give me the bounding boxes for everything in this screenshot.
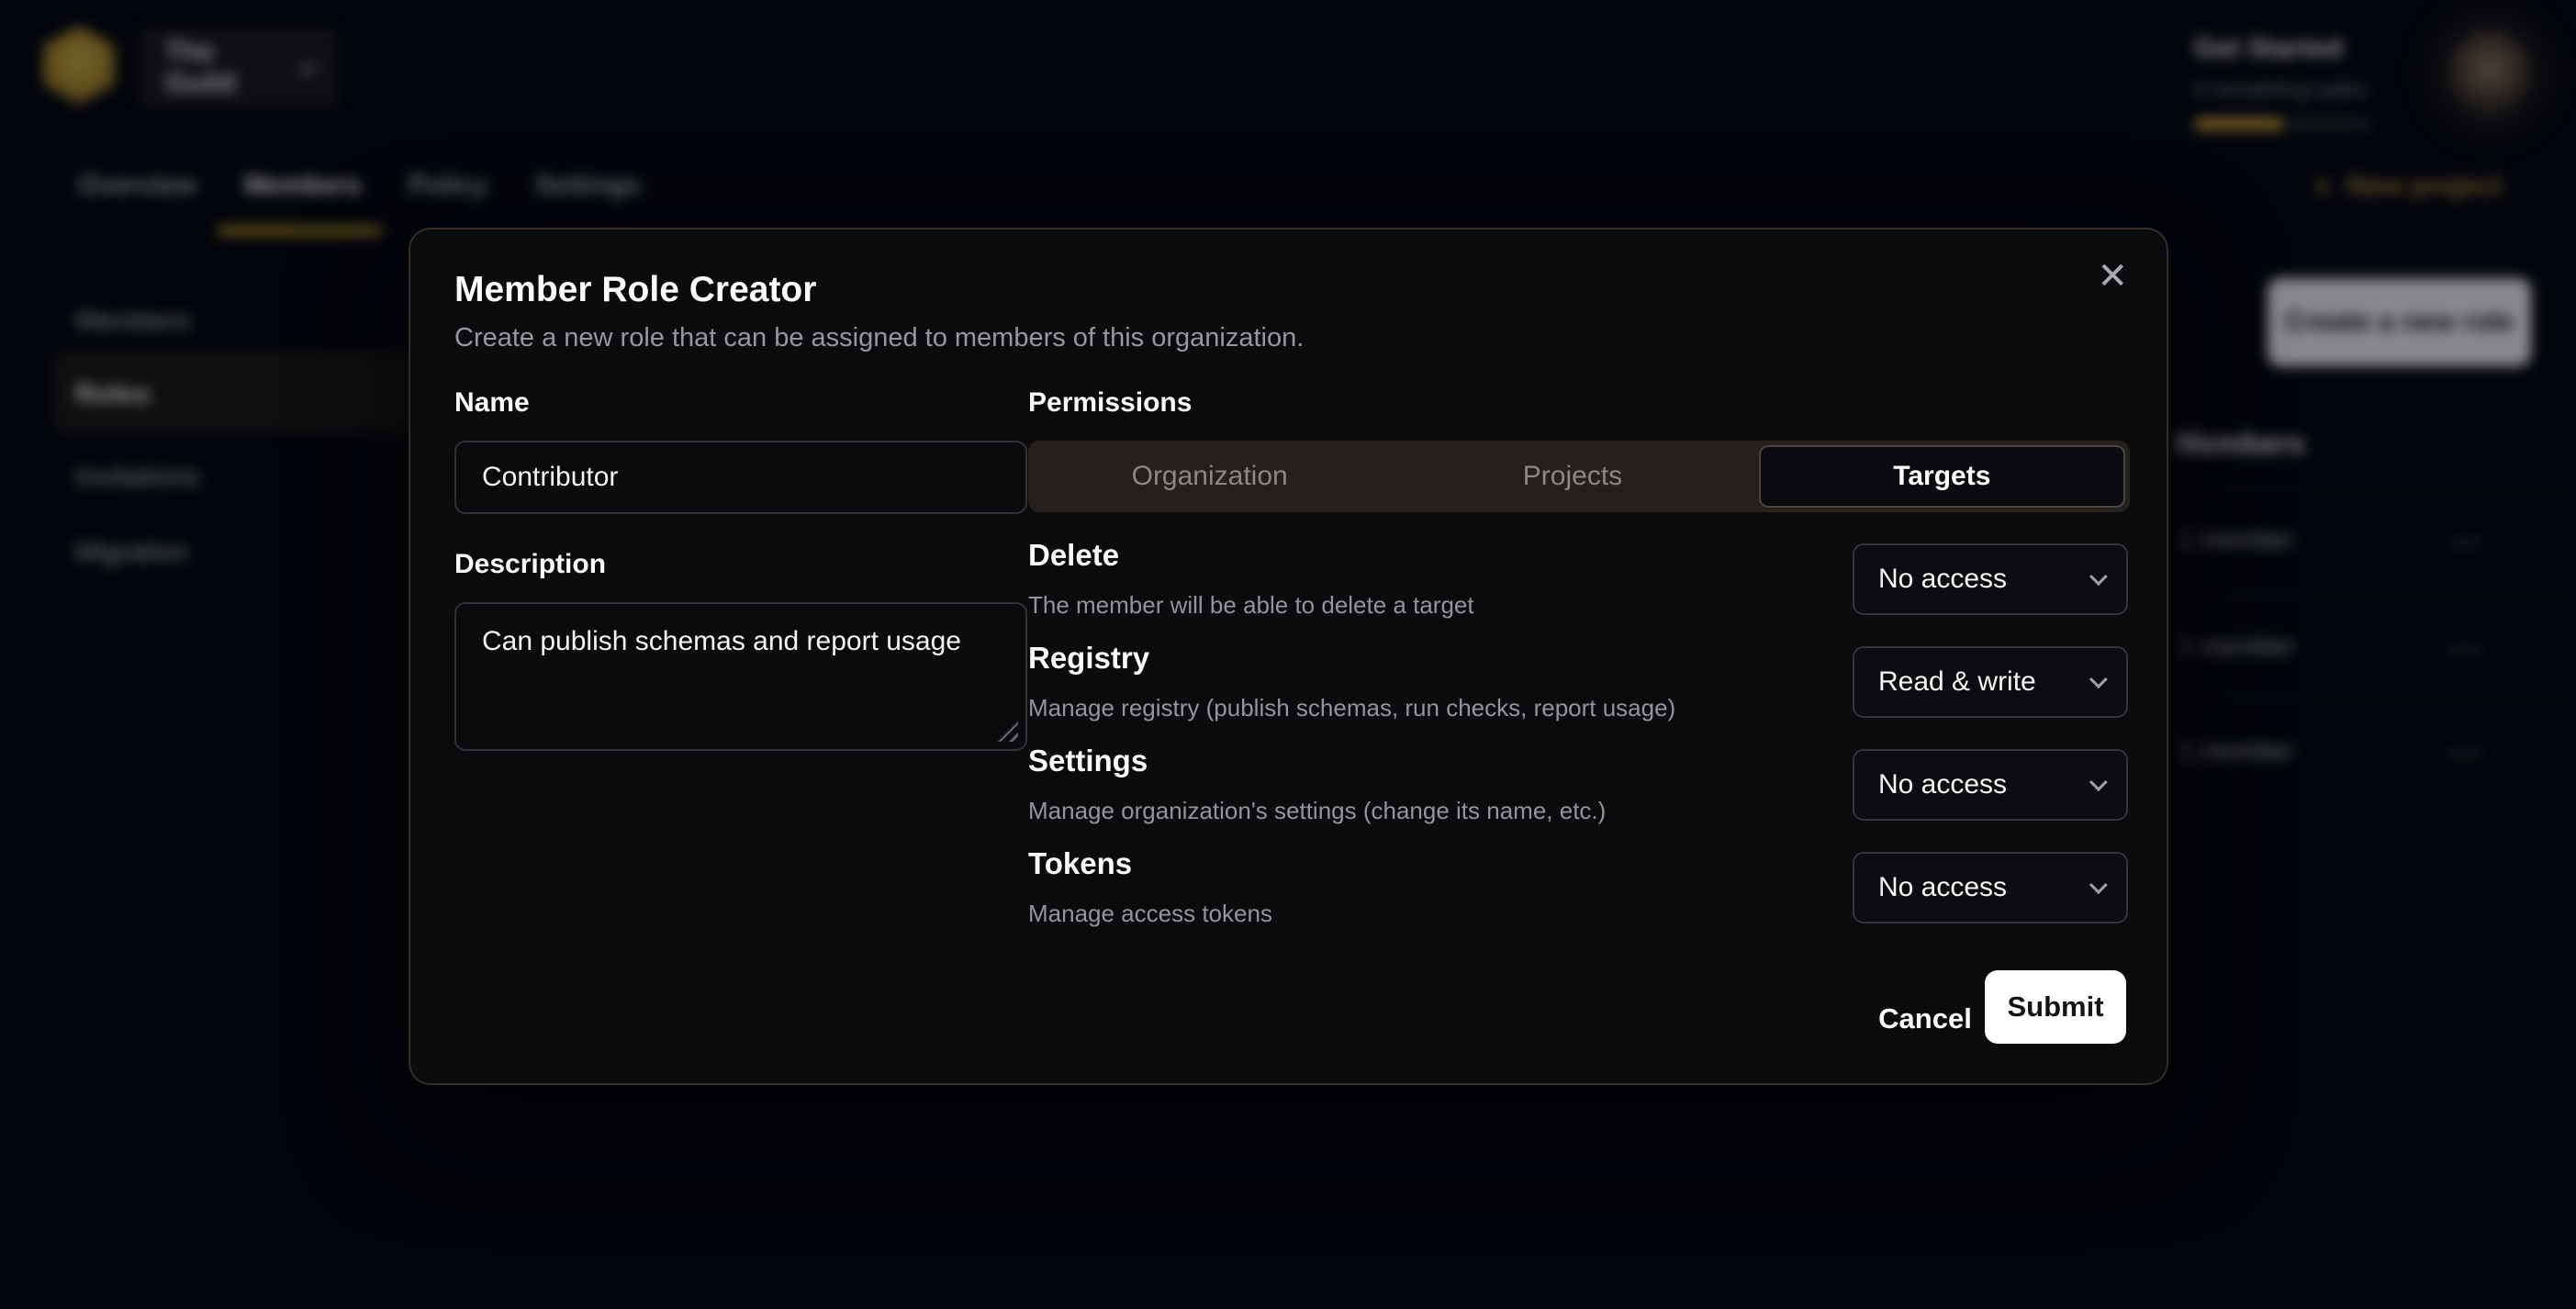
tab-overview[interactable]: Overview <box>78 171 196 200</box>
member-row-menu-icon[interactable]: ••• <box>2449 531 2484 555</box>
perm-settings-description: Manage organization's settings (change its name, etc.) <box>1028 797 1607 824</box>
member-row[interactable]: 1 member <box>2178 525 2295 554</box>
perm-tokens-select[interactable] <box>1853 852 2128 923</box>
permissions-tab-targets[interactable]: Targets <box>1759 445 2125 508</box>
chevron-down-icon <box>2089 567 2108 586</box>
plus-icon: + <box>2313 169 2332 204</box>
close-icon[interactable]: ✕ <box>2097 256 2128 296</box>
create-new-role-button[interactable]: Create a new role <box>2268 278 2531 366</box>
sidebar-item-migration[interactable]: Migration <box>75 537 189 567</box>
member-role-creator-dialog <box>409 228 2168 1085</box>
member-row[interactable]: 1 member <box>2178 736 2295 765</box>
name-input[interactable]: Contributor <box>454 441 1027 514</box>
perm-delete-title: Delete <box>1028 538 1120 572</box>
dialog-subtitle: Create a new role that can be assigned to members of this organization. <box>454 323 1305 352</box>
sidebar-item-invitations[interactable]: Invitations <box>75 462 200 492</box>
perm-registry-select[interactable] <box>1853 646 2128 718</box>
tab-settings[interactable]: Settings <box>534 171 641 200</box>
dialog-title: Member Role Creator <box>454 270 817 309</box>
members-list-header: Members <box>2176 427 2305 460</box>
perm-settings-select[interactable] <box>1853 749 2128 821</box>
name-label: Name <box>454 387 530 418</box>
description-value: Can publish schemas and report usage <box>482 626 961 656</box>
description-label: Description <box>454 549 607 579</box>
description-textarea[interactable] <box>454 602 1027 751</box>
member-row[interactable]: 1 member <box>2178 632 2295 660</box>
perm-delete-select[interactable] <box>1853 543 2128 615</box>
tab-members[interactable]: Members <box>243 171 362 200</box>
member-row-menu-icon[interactable]: ••• <box>2449 742 2484 766</box>
perm-settings-title: Settings <box>1028 744 1148 778</box>
org-name: The Guild <box>165 37 236 98</box>
chevron-down-icon <box>2089 876 2108 894</box>
perm-settings-value: No access <box>1878 769 2008 800</box>
perm-delete-value: No access <box>1878 564 2008 594</box>
permissions-tabs <box>1028 441 2130 512</box>
resize-grip-icon[interactable] <box>998 722 1018 742</box>
perm-registry-title: Registry <box>1028 641 1150 675</box>
perm-registry-description: Manage registry (publish schemas, run checks, report usage) <box>1028 694 1676 722</box>
new-project-label: New project <box>2346 171 2503 201</box>
get-started-subtitle: 4 remaining tasks <box>2194 77 2368 102</box>
sidebar-item-members[interactable]: Members <box>75 306 191 336</box>
chevron-down-icon <box>2089 773 2108 791</box>
member-row-menu-icon[interactable]: ••• <box>2449 637 2484 662</box>
sidebar-item-roles[interactable]: Roles <box>75 379 151 409</box>
perm-tokens-description: Manage access tokens <box>1028 900 1272 927</box>
submit-button[interactable]: Submit <box>1985 970 2126 1044</box>
tab-policy[interactable]: Policy <box>409 171 487 200</box>
get-started-title: Get Started <box>2194 33 2343 63</box>
permissions-tab-projects[interactable]: Projects <box>1522 461 1623 491</box>
permissions-tab-organization[interactable]: Organization <box>1131 461 1288 491</box>
perm-registry-value: Read & write <box>1878 666 2036 697</box>
perm-delete-description: The member will be able to delete a target <box>1028 591 1474 619</box>
perm-tokens-title: Tokens <box>1028 846 1133 880</box>
permissions-label: Permissions <box>1028 387 1193 418</box>
chevron-down-icon <box>2089 670 2108 688</box>
cancel-button[interactable]: Cancel <box>1878 1002 1972 1035</box>
perm-tokens-value: No access <box>1878 872 2008 902</box>
